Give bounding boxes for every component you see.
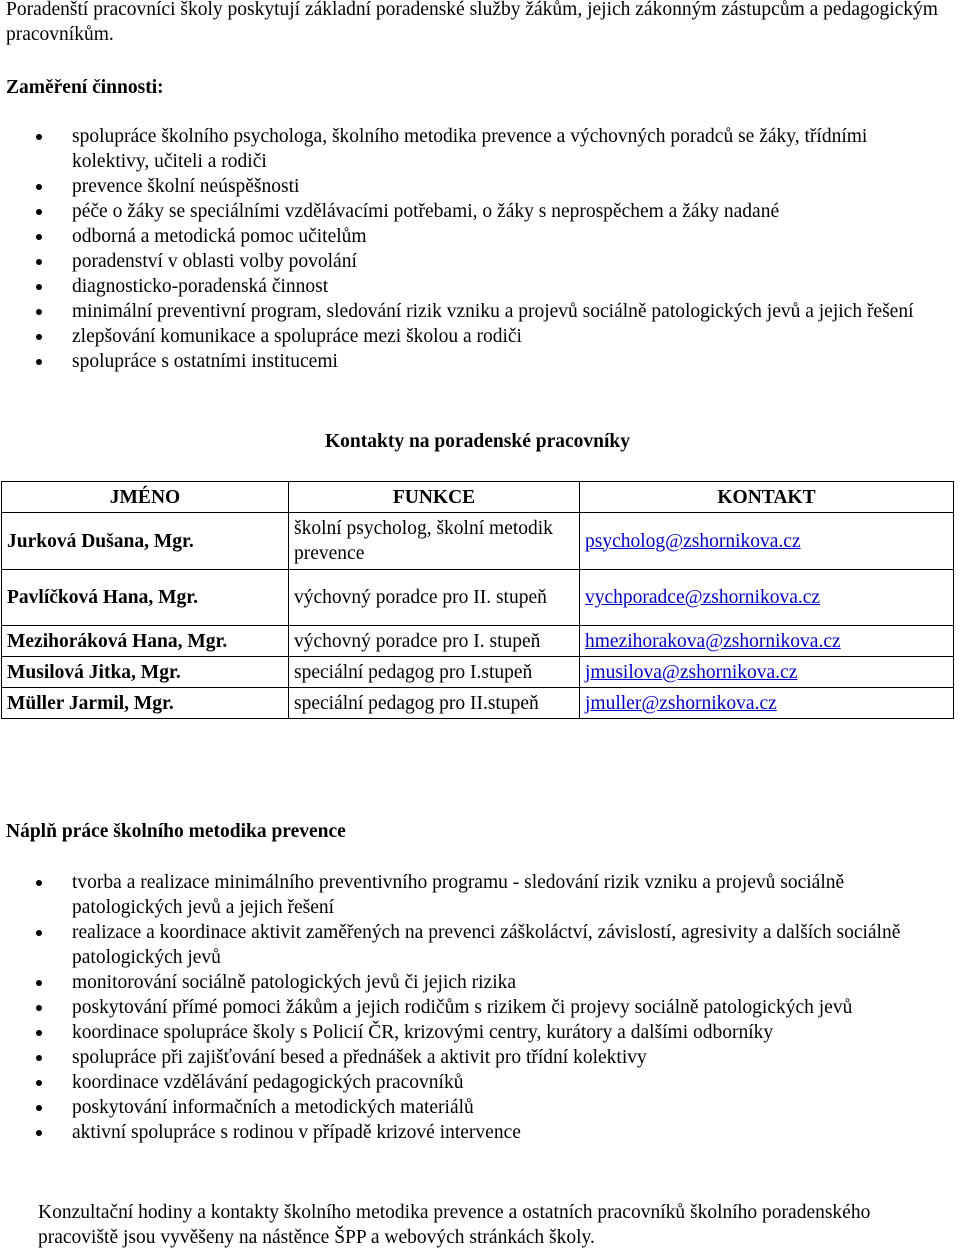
list-item: minimální preventivní program, sledování rizik vzniku a projevů sociálně patologických jevů a jejich řešení [0, 299, 940, 324]
list-item: poskytování informačních a metodických materiálů [0, 1095, 960, 1120]
list-item: realizace a koordinace aktivit zaměřených na prevenci záškoláctví, závislostí, agresivity a dalších sociálně patologických jevů [0, 920, 960, 970]
contact-email-link[interactable]: vychporadce@zshornikova.cz [580, 570, 954, 626]
bullet-icon [36, 259, 42, 265]
column-header-function: FUNKCE [289, 482, 580, 513]
table-row [2, 688, 954, 719]
bullet-icon [36, 1055, 42, 1061]
prevention-heading: Náplň práce školního metodika prevence [6, 821, 346, 842]
list-item: péče o žáky se speciálními vzdělávacími potřebami, o žáky s neprospěchem a žáky nadané [0, 199, 940, 224]
contact-email-link[interactable]: hmezihorakova@zshornikova.cz [580, 626, 954, 657]
contact-function: speciální pedagog pro II.stupeň [289, 688, 580, 719]
list-item: prevence školní neúspěšnosti [0, 174, 940, 199]
list-item: poradenství v oblasti volby povolání [0, 249, 940, 274]
contact-email-link[interactable]: psycholog@zshornikova.cz [580, 513, 954, 570]
list-item: spolupráce školního psychologa, školního metodika prevence a výchovných poradců se žáky, třídními kolektivy, učiteli a rodiči [0, 124, 940, 174]
column-header-name: JMÉNO [2, 482, 289, 513]
bullet-icon [36, 184, 42, 190]
list-item: koordinace spolupráce školy s Policií ČR, krizovými centry, kurátory a dalšími odborníky [0, 1020, 960, 1045]
bullet-icon [36, 309, 42, 315]
list-item: monitorování sociálně patologických jevů či jejich rizika [0, 970, 960, 995]
intro-paragraph: Poradenští pracovníci školy poskytují základní poradenské služby žákům, jejich zákonným zástupcům a pedagogickým pracovníkům. [6, 0, 938, 45]
list-item: aktivní spolupráce s rodinou v případě krizové intervence [0, 1120, 960, 1145]
bullet-icon [36, 359, 42, 365]
contact-name: Musilová Jitka, Mgr. [2, 657, 289, 688]
contact-name: Pavlíčková Hana, Mgr. [2, 570, 289, 626]
contact-name: Jurková Dušana, Mgr. [2, 513, 289, 570]
list-item: tvorba a realizace minimálního preventivního programu - sledování rizik vzniku a projevů sociálně patologických jevů a jejich řešení [0, 870, 960, 920]
list-item: zlepšování komunikace a spolupráce mezi školou a rodiči [0, 324, 940, 349]
bullet-icon [36, 1105, 42, 1111]
bullet-icon [36, 880, 42, 886]
bullet-icon [36, 930, 42, 936]
bullet-icon [36, 1080, 42, 1086]
contact-function: výchovný poradce pro II. stupeň [289, 570, 580, 626]
focus-heading: Zaměření činnosti: [6, 77, 164, 98]
bullet-icon [36, 1130, 42, 1136]
bullet-icon [36, 284, 42, 290]
table-row [2, 513, 954, 570]
bullet-icon [36, 980, 42, 986]
table-row [2, 570, 954, 626]
contact-function: speciální pedagog pro I.stupeň [289, 657, 580, 688]
bullet-icon [36, 1030, 42, 1036]
contacts-table [1, 481, 954, 719]
bullet-icon [36, 334, 42, 340]
bullet-icon [36, 134, 42, 140]
table-row [2, 657, 954, 688]
list-item: poskytování přímé pomoci žákům a jejich rodičům s rizikem či projevy sociálně patologických jevů [0, 995, 960, 1020]
list-item: spolupráce při zajišťování besed a přednášek a aktivit pro třídní kolektivy [0, 1045, 960, 1070]
bullet-icon [36, 1005, 42, 1011]
list-item: koordinace vzdělávání pedagogických pracovníků [0, 1070, 960, 1095]
prevention-list [0, 870, 960, 1145]
table-header-row [2, 482, 954, 513]
contact-function: výchovný poradce pro I. stupeň [289, 626, 580, 657]
contact-email-link[interactable]: jmusilova@zshornikova.cz [580, 657, 954, 688]
list-item: odborná a metodická pomoc učitelům [0, 224, 940, 249]
list-item: diagnosticko-poradenská činnost [0, 274, 940, 299]
contact-email-link[interactable]: jmuller@zshornikova.cz [580, 688, 954, 719]
contact-name: Mezihoráková Hana, Mgr. [2, 626, 289, 657]
bullet-icon [36, 234, 42, 240]
list-item: spolupráce s ostatními institucemi [0, 349, 940, 374]
focus-list [0, 124, 940, 374]
column-header-contact: KONTAKT [580, 482, 954, 513]
contacts-heading: Kontakty na poradenské pracovníky [324, 431, 630, 452]
contact-function: školní psycholog, školní metodik prevence [289, 513, 580, 570]
bullet-icon [36, 209, 42, 215]
contact-name: Müller Jarmil, Mgr. [2, 688, 289, 719]
table-row [2, 626, 954, 657]
closing-paragraph: Konzultační hodiny a kontakty školního metodika prevence a ostatních pracovníků školního poradenského pracoviště jsou vyvěšeny na nástěnce ŠPP a webových stránkách školy. [38, 1202, 871, 1248]
